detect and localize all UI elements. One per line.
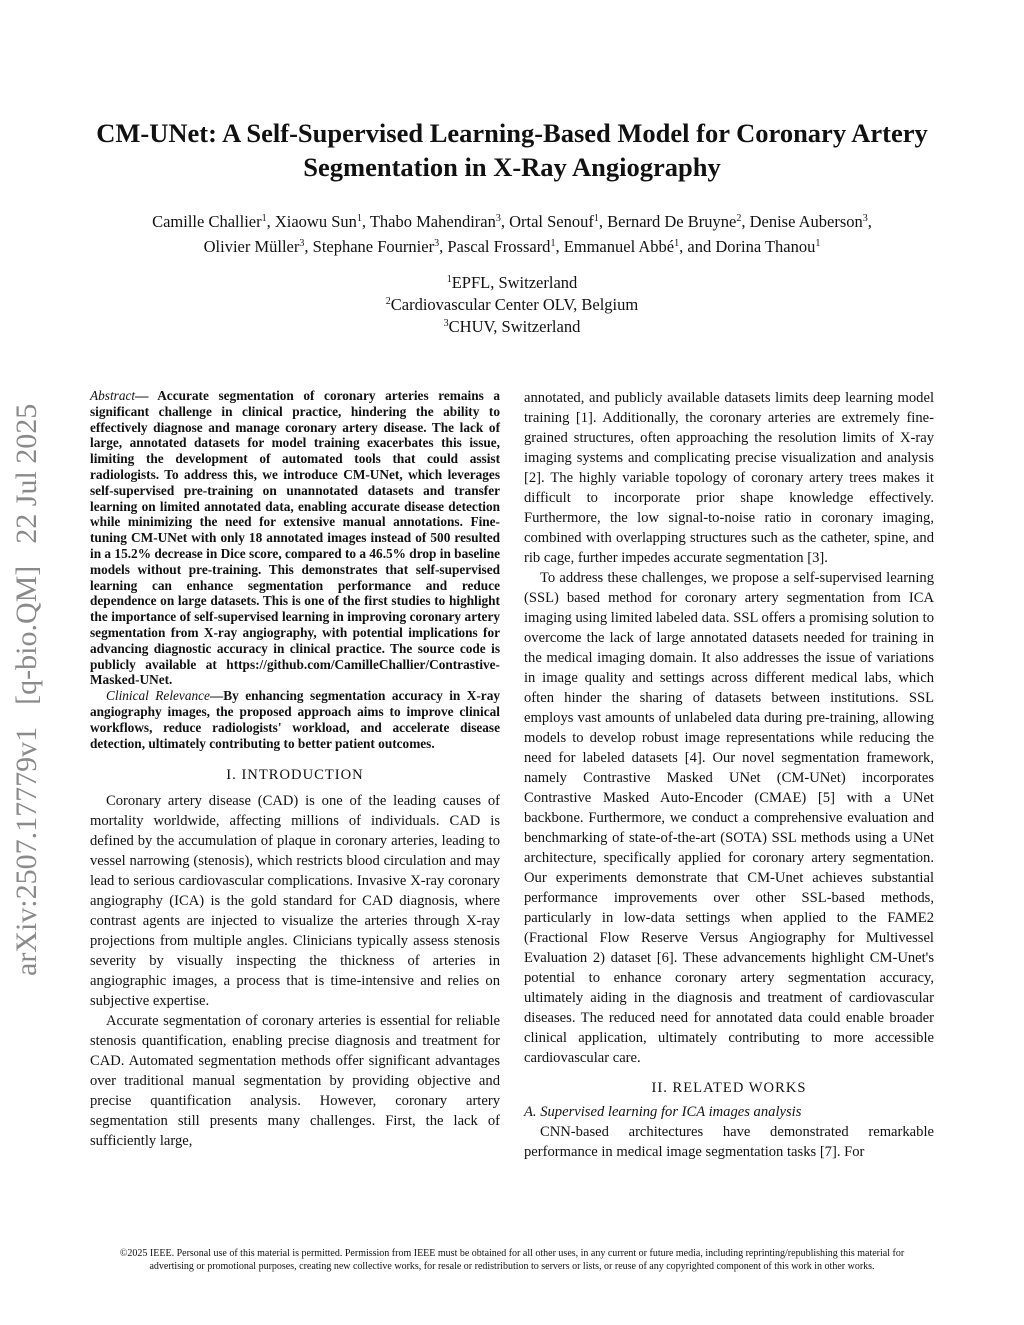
author: Stephane Fournier$^3$, [312, 237, 448, 256]
clinical-relevance-label: Clinical Relevance [106, 688, 210, 704]
section-heading-related-works: II. RELATED WORKS [651, 1080, 807, 1096]
affiliation: $^1$EPFL, Switzerland [446, 273, 578, 292]
author-list [60, 209, 964, 259]
author: Thabo Mahendiran$^3$, [369, 212, 510, 231]
affiliation-list [60, 272, 964, 338]
arxiv-category: [q-bio.QM] [10, 565, 43, 705]
author: Camille Challier$^1$, [152, 212, 275, 231]
intro-paragraph-1: Coronary artery disease (CAD) is one of the leading causes of mortality worldwide, affecting millions of individuals. CAD is defined by the accumulation of plaque in coronary arteries, leading to vessel narrowing (stenosis), which restricts blood circulation and may lead to serious cardiovascular complications. Invasive X-ray coronary angiography (ICA) is the gold standard for CAD diagnosis, where contrast agents are injected to visualize the arteries through X-ray projections from multiple angles. Clinicians typically assess stenosis severity by visually inspecting the thickness of arteries in angiographic images, a process that is time-intensive and relies on subjective expertise. [90, 793, 500, 1010]
abstract-label: Abstract [90, 388, 136, 403]
body-paragraph: CNN-based architectures have demonstrated remarkable performance in medical image segmentation tasks [7]. For [524, 1124, 934, 1160]
affiliation: $^3$CHUV, Switzerland [443, 317, 581, 336]
arxiv-watermark [2, 404, 52, 976]
abstract: Abstract— Accurate segmentation of coronary arteries remains a significant challenge in clinical practice, hindering the ability to effectively diagnose and manage coronary artery disease. The lack of large, annotated datasets for model training exacerbates this issue, limiting the development of automated tools that could assist radiologists. To address this, we introduce CM-UNet, which leverages self-supervised pre-training on unannotated datasets and transfer learning on limited annotated data, enabling accurate disease detection while minimizing the need for extensive manual annotations. Fine-tuning CM-UNet with only 18 annotated images instead of 500 resulted in a 15.2% decrease in Dice score, compared to a 46.5% drop in baseline models without pre-training. This demonstrates that self-supervised learning can enhance segmentation performance and reduce dependence on large datasets. This is one of the first studies to highlight the importance of self-supervised learning in improving coronary artery segmentation from X-ray angiography, with potential implications for advancing diagnostic accuracy in clinical practice. The source code is publicly available at https://github.com/CamilleChallier/Contrastive-Masked-UNet. [90, 388, 500, 688]
author: Pascal Frossard$^1$, [447, 237, 564, 256]
paper-title: CM-UNet: A Self-Supervised Learning-Based Model for Coronary Artery Segmentation in X-Ray Angiography [96, 118, 928, 182]
left-column [90, 388, 500, 1151]
arxiv-id: arXiv:2507.17779v1 [10, 726, 43, 976]
author: Emmanuel Abbé$^1$, and [563, 237, 716, 256]
section-heading-introduction: I. INTRODUCTION [226, 767, 364, 784]
clinical-relevance: Clinical Relevance—By enhancing segmentation accuracy in X-ray angiography images, the proposed approach aims to improve clinical workflows, reduce radiologists' workload, and accelerate disease detection, ultimately contributing to better patient outcomes. [90, 688, 500, 751]
author: Dorina Thanou$^1$ [715, 237, 821, 256]
author: Ortal Senouf$^1$, [509, 212, 608, 231]
intro-paragraph-2: Accurate segmentation of coronary arteries is essential for reliable stenosis quantification, enabling precise diagnosis and treatment for CAD. Automated segmentation methods offer significant advantages over traditional manual segmentation by providing objective and precise quantification analysis. However, coronary artery segmentation still presents many challenges. First, the lack of sufficiently large, [90, 1013, 500, 1150]
body-paragraph: To address these challenges, we propose a self-supervised learning (SSL) based method for coronary artery segmentation from ICA imaging using limited labeled data. SSL offers a promising solution to overcome the lack of large annotated datasets needed for training in the medical imaging domain. It also addresses the issue of variations in image quality and settings across different medical labs, which often hinder the sharing of datasets between institutions. SSL employs vast amounts of unlabeled data during pre-training, allowing models to develop robust image representations while reducing the need for labeled datasets [4]. Our novel segmentation framework, namely Contrastive Masked UNet (CM-UNet) incorporates Contrastive Masked Auto-Encoder (CMAE) [5] with a UNet backbone. Furthermore, we conduct a comprehensive evaluation and benchmarking of state-of-the-art (SOTA) SSL methods using a UNet architecture, specifically applied for coronary artery segmentation. Our experiments demonstrate that CM-Unet achieves substantial performance improvements over other SSL-based methods, particularly in low-data settings when applied to the FAME2 (Fractional Flow Reserve Versus Angiography for Multivessel Evaluation 2) dataset [6]. These advancements highlight CM-Unet's potential to enhance coronary artery segmentation accuracy, ultimately aiding in the diagnosis and treatment of cardiovascular diseases. The reduced need for annotated data could enable broader clinical application, ultimately contributing to more accessible cardiovascular care. [524, 570, 934, 1066]
author: Bernard De Bruyne$^2$, [607, 212, 750, 231]
body-paragraph: annotated, and publicly available datasets limits deep learning model training [1]. Additionally, the coronary arteries are extremely fine-grained structures, often approaching the resolution limits of X-ray imaging systems and complicating precise visualization and analysis [2]. The highly variable topology of coronary artery trees makes it difficult to incorporate prior shape knowledge effectively. Furthermore, the low signal-to-noise ratio in coronary imaging, combined with overlapping structures such as the catheter, spine, and rib cage, further impedes accurate segmentation [3]. [524, 390, 934, 566]
arxiv-date: 22 Jul 2025 [10, 403, 43, 544]
author: Olivier Müller$^3$, [203, 237, 313, 256]
copyright-notice: ©2025 IEEE. Personal use of this material is permitted. Permission from IEEE must be obtained for all other uses, in any current or future media, including reprinting/republishing this material for advertising or promotional purposes, creating new collective works, for resale or redistribution to servers or lists, or reuse of any copyrighted component of this work in other works. [119, 1248, 905, 1272]
subsection-heading: A. Supervised learning for ICA images analysis [524, 1104, 802, 1120]
author: Xiaowu Sun$^1$, [274, 212, 370, 231]
affiliation: $^2$Cardiovascular Center OLV, Belgium [385, 295, 639, 314]
right-column [524, 388, 934, 1162]
author: Denise Auberson$^3$, [749, 212, 872, 231]
